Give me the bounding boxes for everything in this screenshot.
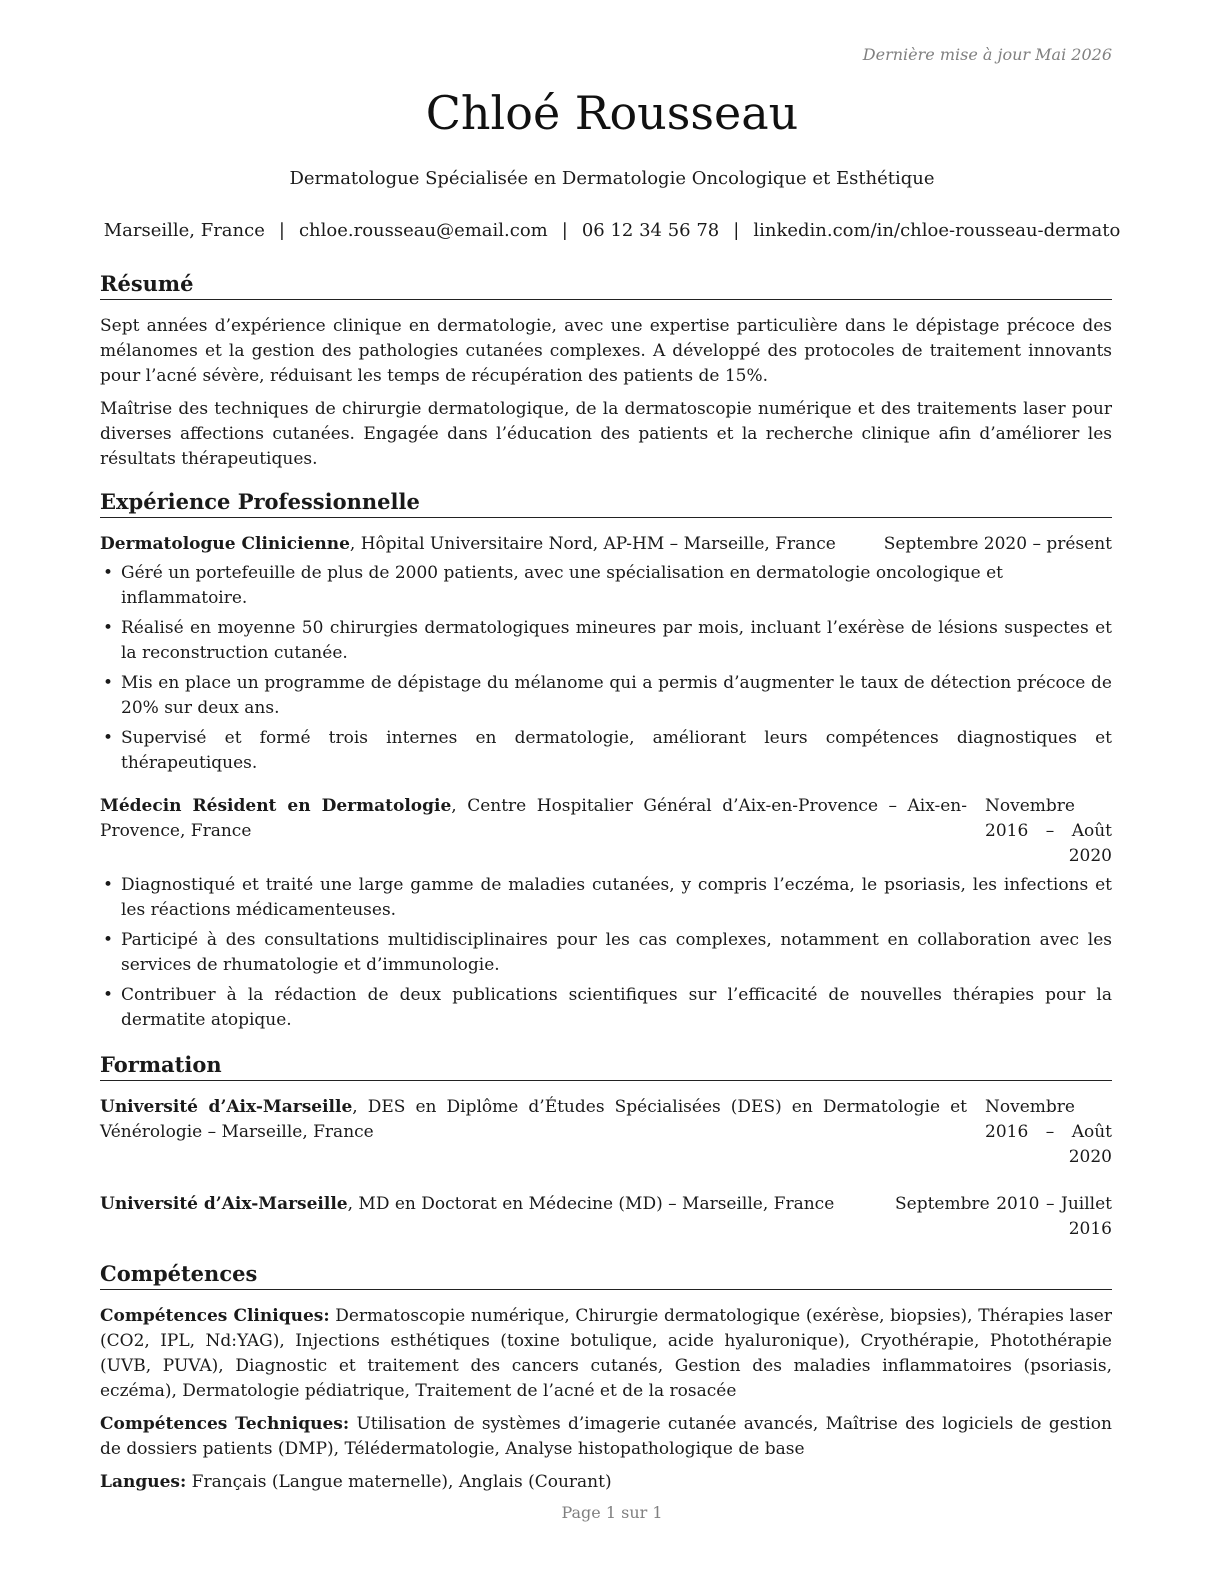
education-school: Université d’Aix-Marseille bbox=[100, 1194, 348, 1214]
summary-section bbox=[100, 270, 1112, 472]
list-item: • Diagnostiqué et traité une large gamme de maladies cutanées, y compris l’eczéma, le psoriasis, les infections et les réactions médicamenteuses. bbox=[100, 873, 1112, 923]
contact-separator: | bbox=[278, 220, 285, 241]
education-title-line bbox=[100, 1095, 967, 1145]
contact-separator: | bbox=[561, 220, 568, 241]
skills-section bbox=[100, 1260, 1112, 1495]
list-item: • Géré un portefeuille de plus de 2000 patients, avec une spécialisation en dermatologie oncologique et inflammatoire. bbox=[100, 561, 1118, 611]
job-dates: Septembre 2020 – présent bbox=[883, 534, 1112, 554]
summary-paragraph: Sept années d’expérience clinique en dermatologie, avec une expertise particulière dans le dépistage précoce des mélanomes et la gestion des pathologies cutanées complexes. A développé des protocoles de traitement innovants pour l’acné sévère, réduisant les temps de récupération des patients de 15%. bbox=[100, 316, 1112, 386]
list-item: • Réalisé en moyenne 50 chirurgies dermatologiques mineures par mois, incluant l’exérèse de lésions suspectes et la reconstruction cutanée. bbox=[100, 616, 1112, 666]
section-heading: Résumé bbox=[100, 270, 1112, 300]
education-dates: Novembre 2016 – Août 2020 bbox=[985, 1097, 1112, 1167]
person-name: Chloé Rousseau bbox=[425, 86, 799, 140]
job-organization: , Hôpital Universitaire Nord, AP-HM – Marseille, France bbox=[349, 534, 836, 554]
page-number: Page 1 sur 1 bbox=[561, 1503, 663, 1522]
list-item: • Mis en place un programme de dépistage du mélanome qui a permis d’augmenter le taux de détection précoce de 20% sur deux ans. bbox=[100, 671, 1112, 721]
job-role: Dermatologue Clinicienne bbox=[100, 534, 350, 554]
job-dates: Novembre 2016 – Août 2020 bbox=[985, 796, 1112, 866]
education-dates: Septembre 2010 – Juillet 2016 bbox=[895, 1194, 1112, 1239]
job-title-line bbox=[100, 794, 967, 844]
contact-location: Marseille, France bbox=[103, 220, 265, 241]
experience-section bbox=[100, 488, 1112, 1033]
skill-label: Langues: bbox=[100, 1472, 187, 1492]
contact-email[interactable]: chloe.rousseau@email.com bbox=[298, 220, 548, 241]
education-degree: , DES en Diplôme d’Études Spécialisées (DES) en Dermatologie et Vénérologie – Marseille, France bbox=[100, 1097, 967, 1142]
list-item: • Supervisé et formé trois internes en dermatologie, améliorant leurs compétences diagnostiques et thérapeutiques. bbox=[100, 726, 1112, 776]
last-updated: Dernière mise à jour Mai 2026 bbox=[862, 45, 1112, 64]
job-role: Médecin Résident en Dermatologie bbox=[100, 796, 452, 816]
job-title: Dermatologue Spécialisée en Dermatologie Oncologique et Esthétique bbox=[289, 168, 935, 189]
skill-group bbox=[100, 1304, 1112, 1404]
list-item: • Contribuer à la rédaction de deux publications scientifiques sur l’efficacité de nouvelles thérapies pour la dermatite atopique. bbox=[100, 983, 1112, 1033]
job-achievements bbox=[100, 873, 1112, 1033]
education-item bbox=[100, 1095, 1112, 1170]
job-header bbox=[100, 532, 1112, 557]
education-section bbox=[100, 1051, 1112, 1242]
job-achievements bbox=[100, 561, 1112, 776]
contact-line bbox=[0, 220, 1224, 241]
resume-body bbox=[100, 270, 1112, 1503]
job-header bbox=[100, 794, 1112, 869]
skill-label: Compétences Cliniques: bbox=[100, 1306, 330, 1326]
skill-group bbox=[100, 1470, 1112, 1495]
skill-label: Compétences Techniques: bbox=[100, 1414, 350, 1434]
education-degree: , MD en Doctorat en Médecine (MD) – Marseille, France bbox=[347, 1194, 835, 1214]
skill-text: Dermatoscopie numérique, Chirurgie dermatologique (exérèse, biopsies), Thérapies laser (CO2, IPL, Nd:YAG), Injections esthétiques (toxine botulique, acide hyaluronique), Cryothérapie, Photothérapie (UVB, PUVA), Diagnostic et traitement des cancers cutanés, Gestion des maladies inflammatoires (psoriasis, eczéma), Dermatologie pédiatrique, Traitement de l’acné et de la rosacée bbox=[100, 1306, 1112, 1401]
contact-linkedin[interactable]: linkedin.com/in/chloe-rousseau-dermato bbox=[753, 220, 1121, 241]
job-organization: , Centre Hospitalier Général d’Aix-en-Provence – Aix-en-Provence, France bbox=[100, 796, 968, 841]
summary-paragraph: Maîtrise des techniques de chirurgie dermatologique, de la dermatoscopie numérique et des traitements laser pour diverses affections cutanées. Engagée dans l’éducation des patients et la recherche clinique afin d’améliorer les résultats thérapeutiques. bbox=[100, 399, 1112, 469]
skill-group bbox=[100, 1412, 1112, 1462]
contact-separator: | bbox=[733, 220, 740, 241]
list-item: • Participé à des consultations multidisciplinaires pour les cas complexes, notamment en collaboration avec les services de rhumatologie et d’immunologie. bbox=[100, 928, 1112, 978]
education-school: Université d’Aix-Marseille bbox=[100, 1097, 353, 1117]
education-item bbox=[100, 1192, 1112, 1242]
skill-text: Français (Langue maternelle), Anglais (Courant) bbox=[186, 1472, 612, 1492]
section-heading: Expérience Professionnelle bbox=[100, 488, 1112, 518]
section-heading: Compétences bbox=[100, 1260, 1112, 1290]
section-heading: Formation bbox=[100, 1051, 1112, 1081]
education-title-line bbox=[100, 1192, 877, 1217]
job-title-line bbox=[100, 532, 866, 557]
skill-text: Utilisation de systèmes d’imagerie cutanée avancés, Maîtrise des logiciels de gestion de dossiers patients (DMP), Télédermatologie, Analyse histopathologique de base bbox=[100, 1414, 1112, 1459]
contact-phone[interactable]: 06 12 34 56 78 bbox=[581, 220, 720, 241]
